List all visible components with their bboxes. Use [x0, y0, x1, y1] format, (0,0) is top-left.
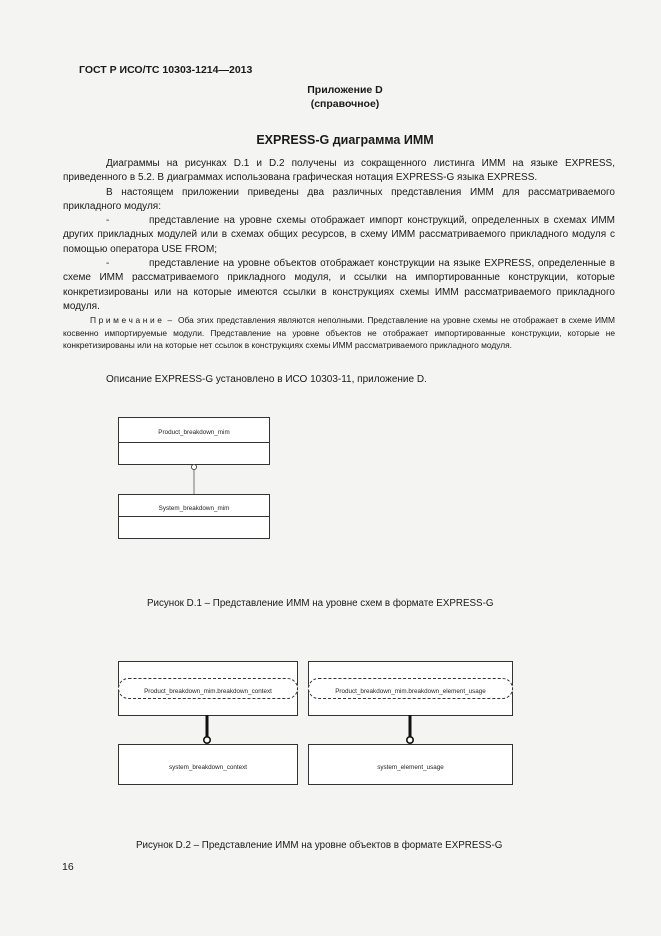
annex-title: Приложение D: [307, 84, 383, 96]
entity-box-system-breakdown-context: [118, 744, 298, 785]
intro-text: [63, 157, 615, 314]
schema-box-system-breakdown: [118, 494, 270, 539]
entity-label-system-breakdown-context: system_breakdown_context: [168, 764, 248, 771]
ref-label-breakdown-element-usage: Product_breakdown_mim.breakdown_element_usage: [335, 688, 486, 695]
note-label: Примечание: [90, 315, 165, 325]
schema-box-product-breakdown: [118, 417, 270, 465]
bullet-dash: -: [106, 215, 110, 227]
section-title: EXPRESS-G диаграмма ИММ: [256, 133, 434, 147]
schema-import-connector: [185, 463, 205, 495]
relation-circle-left: [204, 737, 210, 743]
figure-1-caption: Рисунок D.1 – Представление ИММ на уровне схем в формате EXPRESS-G: [147, 598, 494, 609]
note-text: Оба этих представления являются неполными. Представление на уровне схемы не отображает в схеме ИММ косвенно импортируемые модули. Представление на уровне объектов не отображает импортированные конструкции, которые не конкретизированы или на которые нет ссылок в конструкциях схемы ИММ рассматриваемого прикладного модуля.: [63, 315, 615, 351]
bullet-object-level: [63, 257, 615, 314]
entity-box-system-element-usage: [308, 744, 513, 785]
ref-entity-breakdown-element-usage: [308, 678, 513, 699]
schema-name-product-breakdown: Product_breakdown_mim: [158, 429, 230, 436]
note-paragraph: [63, 314, 615, 352]
bullet-schema-level: [63, 214, 615, 257]
bullet-object-level-text: представление на уровне объектов отображает конструкции на языке EXPRESS, определенные в схеме ИММ рассматриваемого прикладного модуля, и ссылки на импортированные конструкции, которые конкретизированы или на которые имеются ссылки в конструкциях схемы ИММ рассматриваемого прикладного модуля.: [63, 258, 615, 312]
standard-code-header: ГОСТ Р ИСО/ТС 10303-1214—2013: [79, 64, 253, 76]
bullet-schema-level-text: представление на уровне схемы отображает импорт конструкций, определенных в схемах ИММ других прикладных модулей или в схемах общих ресурсов, в схему ИММ рассматриваемого прикладного модуля с помощью оператора USE FROM;: [63, 215, 615, 255]
annex-subtitle: (справочное): [310, 98, 380, 110]
note-block: [63, 314, 615, 352]
ref-entity-breakdown-context: [118, 678, 298, 699]
note-separator: –: [167, 315, 173, 325]
figure-2-caption: Рисунок D.2 – Представление ИММ на уровне объектов в формате EXPRESS-G: [136, 840, 503, 851]
relation-connector-left: [200, 715, 216, 745]
bullet-dash: -: [106, 258, 110, 270]
paragraph-2: В настоящем приложении приведены два различных представления ИММ для рассматриваемого прикладного модуля:: [63, 186, 615, 212]
schema-name-system-breakdown: System_breakdown_mim: [158, 505, 230, 512]
page-number: 16: [62, 861, 74, 873]
relation-connector-right: [403, 715, 419, 745]
relation-circle-right: [407, 737, 413, 743]
ref-label-breakdown-context: Product_breakdown_mim.breakdown_context: [144, 688, 272, 695]
connector-circle: [191, 464, 196, 469]
entity-label-system-element-usage: system_element_usage: [377, 764, 444, 771]
paragraph-1: Диаграммы на рисунках D.1 и D.2 получены из сокращенного листинга ИММ на языке EXPRESS, приведенного в 5.2. В диаграммах использована графическая нотация EXPRESS-G языка EXPRESS.: [63, 158, 615, 184]
express-g-description: Описание EXPRESS-G установлено в ИСО 10303-11, приложение D.: [106, 374, 427, 385]
